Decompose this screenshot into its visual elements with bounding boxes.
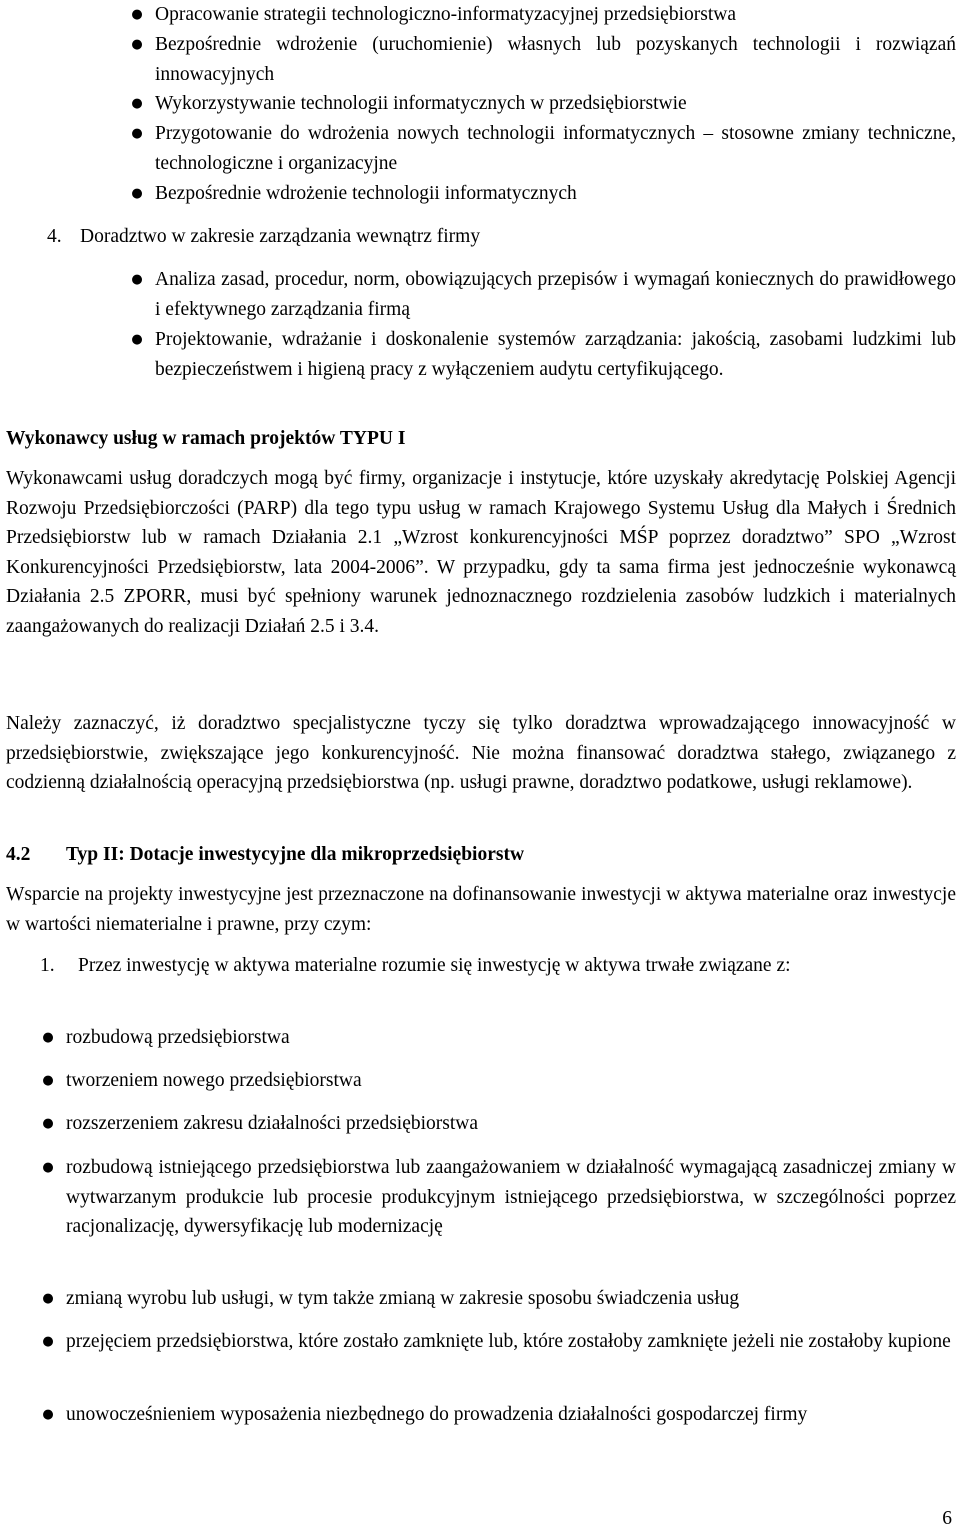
list-item-text: rozbudową istniejącego przedsiębiorstwa lub zaangażowaniem w działalność wymagającą zasadniczej zmiany w wytwarzanym produkcie lub procesie produkcyjnym istniejącego przedsiębiorstwa, w szczególności poprzez racjonalizację, dywersyfikację lub modernizację <box>66 1157 956 1237</box>
support-paragraph: Wsparcie na projekty inwestycyjne jest przeznaczone na dofinansowanie inwestycji w aktywa materialne oraz inwestycje w wartości niematerialne i prawne, przy czym: <box>6 884 956 935</box>
bullet-icon: ● <box>42 1116 54 1131</box>
list-item-text: Bezpośrednie wdrożenie technologii informatycznych <box>155 183 577 204</box>
list-item <box>42 1327 956 1357</box>
note-paragraph: Należy zaznaczyć, iż doradztwo specjalistyczne tyczy się tylko doradztwa wprowadzającego innowacyjność w przedsiębiorstwie, zwiększające jego konkurencyjność. Nie można finansować doradztwa stałego, związanego z codzienną działalnością operacyjną przedsiębiorstwa (np. usługi prawne, doradztwo podatkowe, usługi reklamowe). <box>6 713 956 793</box>
section-4-2-heading <box>6 840 956 870</box>
bullet-icon: ● <box>42 1334 54 1349</box>
list-item-text: tworzeniem nowego przedsiębiorstwa <box>66 1070 362 1091</box>
list-item-text: Opracowanie strategii technologiczno-informatyzacyjnej przedsiębiorstwa <box>155 4 736 25</box>
section-4-heading <box>47 222 947 252</box>
list-item <box>42 1023 956 1053</box>
list-item-text: Wykorzystywanie technologii informatycznych w przedsiębiorstwie <box>155 93 687 114</box>
list-item-text: zmianą wyrobu lub usługi, w tym także zmianą w zakresie sposobu świadczenia usług <box>66 1288 740 1309</box>
list-item-text: Analiza zasad, procedur, norm, obowiązujących przepisów i wymagań koniecznych do prawidłowego i efektywnego zarządzania firmą <box>155 269 956 320</box>
bullet-icon: ● <box>42 1160 54 1175</box>
section-title: Doradztwo w zakresie zarządzania wewnątrz firmy <box>80 226 481 247</box>
list-item-text: rozszerzeniem zakresu działalności przedsiębiorstwa <box>66 1113 479 1134</box>
list-item <box>131 89 956 119</box>
list-item-text: Bezpośrednie wdrożenie (uruchomienie) własnych lub pozyskanych technologii i rozwiązań innowacyjnych <box>155 34 956 85</box>
list-item <box>42 1066 956 1096</box>
bullet-icon: ● <box>131 186 143 201</box>
contractors-paragraph: Wykonawcami usług doradczych mogą być firmy, organizacje i instytucje, które uzyskały akredytację Polskiej Agencji Rozwoju Przedsiębiorczości (PARP) dla tego typu usług w ramach Krajowego Systemu Usług dla Małych i Średnich Przedsiębiorstw lub w ramach Działania 2.1 „Wzrost konkurencyjności MŚP poprzez doradztwo” SPO „Wzrost Konkurencyjności Przedsiębiorstw, lata 2004-2006”. W przypadku, gdy ta sama firma jest jednocześnie wykonawcą Działania 2.5 ZPORR, musi być spełniony warunek jednoznacznego rozdzielenia zasobów ludzkich i materialnych zaangażowanych do realizacji Działań 2.5 i 3.4. <box>6 468 956 637</box>
list-item-text: rozbudową przedsiębiorstwa <box>66 1027 290 1048</box>
list-item <box>42 1284 956 1314</box>
numbered-item <box>40 951 956 981</box>
bullet-icon: ● <box>131 332 143 347</box>
bullet-icon: ● <box>131 126 143 141</box>
bullet-icon: ● <box>131 37 143 52</box>
section-title: Typ II: Dotacje inwestycyjne dla mikroprzedsiębiorstw <box>66 844 525 865</box>
item-number: 1. <box>40 955 55 976</box>
bullet-icon: ● <box>42 1030 54 1045</box>
bullet-icon: ● <box>42 1073 54 1088</box>
list-item-text: unowocześnieniem wyposażenia niezbędnego do prowadzenia działalności gospodarczej firmy <box>66 1404 808 1425</box>
section-number: 4.2 <box>6 844 31 865</box>
list-item <box>131 265 956 324</box>
bullet-icon: ● <box>42 1291 54 1306</box>
list-item <box>131 179 956 209</box>
bullet-icon: ● <box>131 7 143 22</box>
contractors-heading: Wykonawcy usług w ramach projektów TYPU I <box>6 428 406 449</box>
bullet-icon: ● <box>131 96 143 111</box>
list-item-text: Przygotowanie do wdrożenia nowych technologii informatycznych – stosowne zmiany techniczne, technologiczne i organizacyjne <box>155 123 956 174</box>
bullet-icon: ● <box>42 1407 54 1422</box>
list-item-text: przejęciem przedsiębiorstwa, które zostało zamknięte lub, które zostałoby zamknięte jeżeli nie zostałoby kupione <box>66 1331 951 1352</box>
list-item <box>131 0 956 30</box>
bullet-icon: ● <box>131 272 143 287</box>
list-item <box>131 30 956 89</box>
section-number: 4. <box>47 226 62 247</box>
list-item <box>42 1153 956 1242</box>
list-item-text: Projektowanie, wdrażanie i doskonalenie systemów zarządzania: jakością, zasobami ludzkimi lub bezpieczeństwem i higieną pracy z wyłączeniem audytu certyfikującego. <box>155 329 956 380</box>
list-item <box>131 325 956 384</box>
list-item <box>131 119 956 178</box>
item-text: Przez inwestycję w aktywa materialne rozumie się inwestycję w aktywa trwałe związane z: <box>78 955 791 976</box>
list-item <box>42 1109 956 1139</box>
page-number: 6 <box>942 1507 952 1529</box>
list-item <box>42 1400 956 1430</box>
